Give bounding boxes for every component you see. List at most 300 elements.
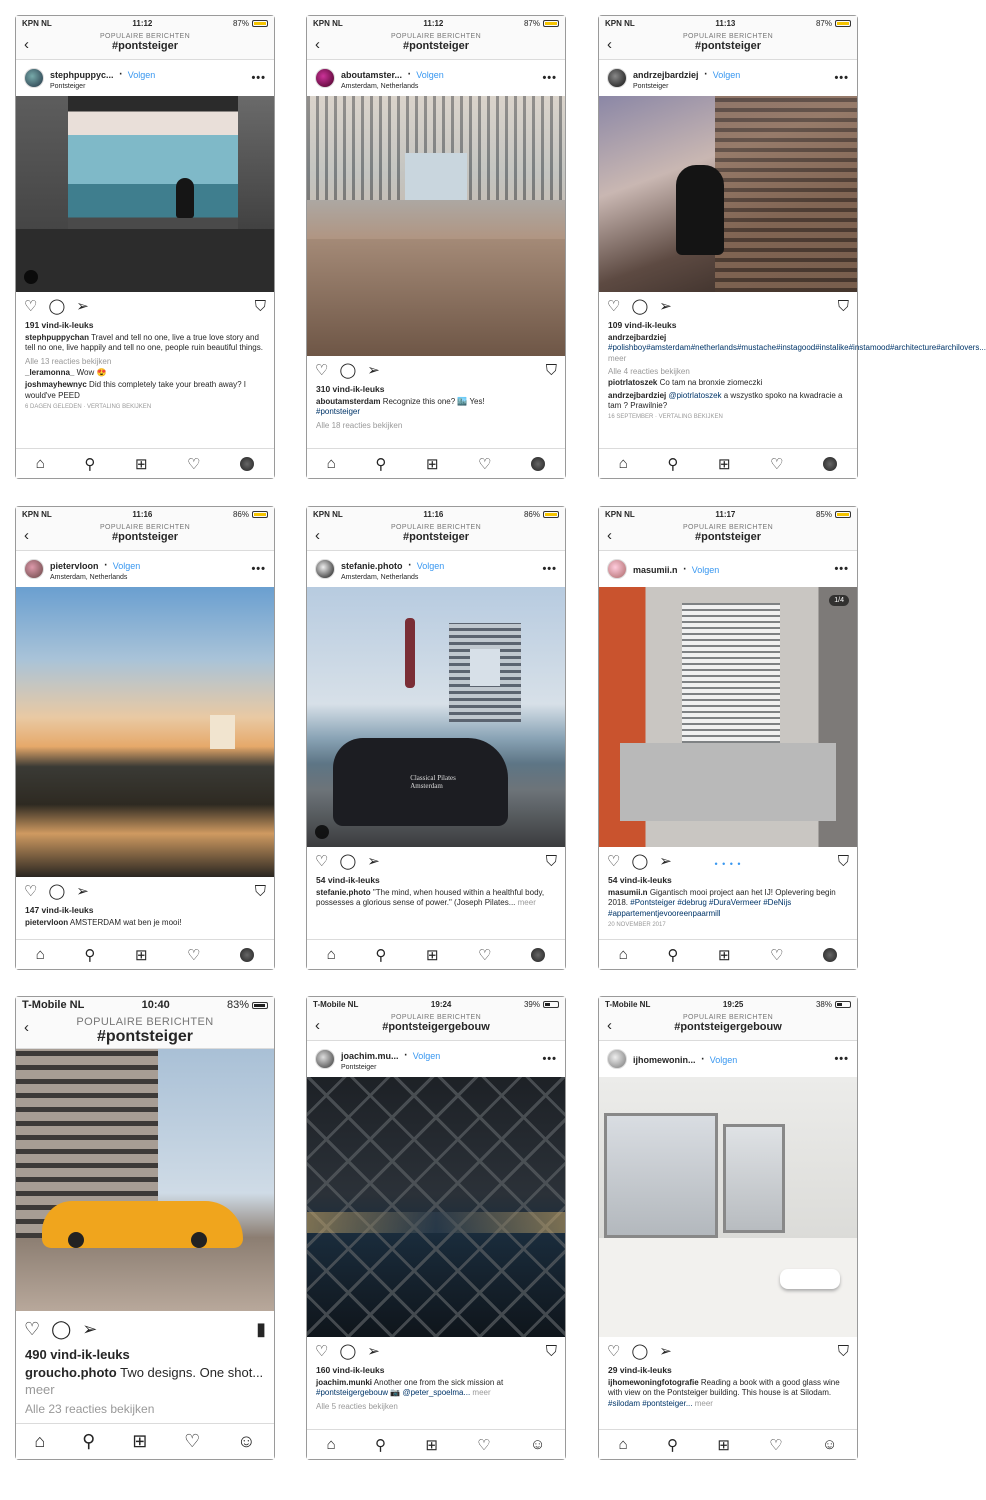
more-options-icon[interactable]: •••: [834, 1053, 849, 1065]
post-timestamp: 20 NOVEMBER 2017: [608, 922, 666, 929]
comment-icon[interactable]: ◯: [339, 362, 357, 379]
clock: 11:17: [715, 509, 736, 519]
status-bar: [307, 997, 565, 1011]
page-title: #pontsteiger: [111, 40, 178, 52]
battery-percent: 87%: [815, 18, 832, 28]
share-icon[interactable]: ➢: [659, 853, 672, 870]
caption-text: AMSTERDAM wat ben je mooi!: [69, 918, 182, 927]
more-options-icon[interactable]: •••: [542, 72, 557, 84]
page-header: [16, 30, 274, 60]
post-location[interactable]: Pontsteiger: [341, 1063, 377, 1071]
post-image[interactable]: [599, 587, 857, 847]
status-bar: [307, 507, 565, 521]
battery-icon: [835, 20, 851, 27]
caption-text: Reading a book with a good glass wine with view on the Pontsteiger building. This house is at Silodam.: [608, 1378, 840, 1398]
post-image[interactable]: [599, 1077, 857, 1337]
comment-text: Co tam na bronxie ziomeczki: [659, 378, 763, 388]
page-header: [307, 30, 565, 60]
profile-icon[interactable]: ☺: [530, 1436, 546, 1453]
comment-row: [599, 376, 857, 388]
like-heart-icon[interactable]: ♡: [315, 362, 329, 379]
clock: 11:12: [132, 18, 153, 28]
comment-icon[interactable]: ◯: [48, 298, 66, 315]
post-image[interactable]: [307, 96, 565, 356]
like-heart-icon[interactable]: ♡: [24, 298, 38, 315]
phone-screen-5: [306, 506, 566, 970]
post-header: andrzejbardziej · Volgen Pontsteiger •••: [599, 60, 857, 96]
add-post-icon[interactable]: ⊞: [425, 1436, 438, 1454]
status-bar: [16, 507, 274, 521]
post-caption: [16, 1362, 274, 1399]
like-count[interactable]: 54 vind-ik-leuks: [608, 875, 672, 885]
post-image[interactable]: [16, 587, 274, 877]
caption-username[interactable]: aboutamsterdam: [316, 397, 381, 406]
post-image[interactable]: [307, 587, 565, 847]
post-header: aboutamster... · Volgen Amsterdam, Netherlands •••: [307, 60, 565, 96]
avatar[interactable]: [607, 68, 627, 88]
carrier-label: T-Mobile NL: [22, 999, 85, 1011]
header-subtitle: POPULAIRE BERICHTEN: [682, 1014, 774, 1021]
caption-text: "The mind, when housed within a healthful body, possesses a glorious sense of power." (Joseph Pilates...: [316, 888, 545, 908]
caption-text: Gigantisch mooi project aan het IJ! Oplevering begin 2018.: [608, 888, 836, 908]
search-icon[interactable]: ⚲: [667, 1436, 679, 1454]
search-icon[interactable]: ⚲: [375, 1436, 387, 1454]
back-chevron-icon[interactable]: ‹: [607, 1017, 612, 1034]
tagged-user-icon[interactable]: [24, 270, 38, 284]
avatar[interactable]: [24, 68, 44, 88]
carrier-label: KPN NL: [313, 18, 343, 28]
caption-more-link[interactable]: meer: [608, 353, 627, 363]
post-username[interactable]: stephpuppyc...: [50, 70, 114, 81]
caption-text: Two designs. One shot...: [120, 1365, 264, 1380]
page-header: [599, 1011, 857, 1041]
share-icon[interactable]: ➢: [76, 298, 89, 315]
clock: 11:12: [423, 18, 444, 28]
like-count[interactable]: 29 vind-ik-leuks: [608, 1365, 672, 1375]
comment-row: [599, 389, 857, 412]
battery-icon: [543, 20, 559, 27]
home-icon[interactable]: ⌂: [34, 1431, 46, 1451]
caption-username[interactable]: ijhomewoningfotografie: [608, 1378, 699, 1387]
search-icon[interactable]: ⚲: [667, 946, 679, 964]
post-header: joachim.mu... · Volgen Pontsteiger •••: [307, 1041, 565, 1077]
post-header: pietervloon · Volgen Amsterdam, Netherlands •••: [16, 551, 274, 587]
follow-button[interactable]: Volgen: [712, 70, 741, 81]
post-actions: [599, 847, 857, 875]
caption-more-link[interactable]: meer: [472, 1388, 491, 1398]
search-icon[interactable]: ⚲: [375, 455, 387, 473]
follow-button[interactable]: Volgen: [691, 565, 720, 576]
caption-more-link[interactable]: meer: [694, 1398, 713, 1408]
add-post-icon[interactable]: ⊞: [718, 455, 731, 473]
carrier-label: KPN NL: [22, 509, 52, 519]
comment-icon[interactable]: ◯: [48, 883, 66, 900]
activity-heart-icon[interactable]: ♡: [187, 946, 201, 964]
activity-heart-icon[interactable]: ♡: [187, 455, 201, 473]
header-subtitle: POPULAIRE BERICHTEN: [390, 33, 482, 40]
header-subtitle: POPULAIRE BERICHTEN: [99, 524, 191, 531]
search-icon[interactable]: ⚲: [667, 455, 679, 473]
post-location[interactable]: Pontsteiger: [633, 82, 669, 90]
battery-percent: 39%: [523, 999, 540, 1009]
activity-heart-icon[interactable]: ♡: [478, 455, 492, 473]
comment-icon[interactable]: ◯: [631, 1343, 649, 1360]
view-comments-link[interactable]: Alle 18 reacties bekijken: [316, 420, 403, 430]
bottom-tab-bar: [599, 1429, 857, 1459]
caption-more-link[interactable]: meer: [25, 1381, 55, 1397]
battery-percent: 85%: [815, 509, 832, 519]
page-title: #pontsteiger: [111, 531, 178, 543]
phone-screen-8: [306, 996, 566, 1460]
follow-button[interactable]: Volgen: [112, 561, 141, 572]
post-timestamp: 16 SEPTEMBER · VERTALING BEKIJKEN: [608, 414, 723, 421]
post-actions: [307, 847, 565, 875]
like-heart-icon[interactable]: ♡: [315, 853, 329, 870]
caption-hashtags[interactable]: #pontsteigergebouw 📷 @peter_spoelma...: [316, 1388, 471, 1398]
like-count[interactable]: 490 vind-ik-leuks: [25, 1347, 130, 1362]
add-post-icon[interactable]: ⊞: [426, 455, 439, 473]
profile-avatar-icon[interactable]: [531, 457, 545, 471]
battery-icon: [543, 1001, 559, 1008]
activity-heart-icon[interactable]: ♡: [770, 455, 784, 473]
carrier-label: T-Mobile NL: [313, 999, 359, 1009]
page-title: #pontsteiger: [694, 40, 761, 52]
battery-percent: 38%: [815, 999, 832, 1009]
caption-text: Recognize this one? 🏙️ Yes!: [382, 397, 485, 406]
post-image[interactable]: [599, 96, 857, 292]
phone-screen-9: [598, 996, 858, 1460]
home-icon[interactable]: ⌂: [618, 455, 628, 472]
follow-button[interactable]: Volgen: [709, 1055, 738, 1066]
post-caption: [16, 330, 274, 354]
back-chevron-icon[interactable]: ‹: [24, 527, 29, 544]
like-count[interactable]: 54 vind-ik-leuks: [316, 875, 380, 885]
add-post-icon[interactable]: ⊞: [718, 946, 731, 964]
home-icon[interactable]: ⌂: [326, 455, 336, 472]
back-chevron-icon[interactable]: ‹: [315, 1017, 320, 1034]
more-options-icon[interactable]: •••: [834, 72, 849, 84]
post-image[interactable]: [307, 1077, 565, 1337]
status-bar: [16, 997, 274, 1013]
battery-percent: 87%: [523, 18, 540, 28]
bookmark-icon[interactable]: ⛉: [545, 361, 557, 379]
post-location[interactable]: Amsterdam, Netherlands: [341, 573, 419, 581]
bookmark-icon[interactable]: ⛉: [837, 852, 849, 870]
back-chevron-icon[interactable]: ‹: [315, 527, 320, 544]
post-header: stephpuppyc... · Volgen Pontsteiger •••: [16, 60, 274, 96]
post-caption: [307, 885, 565, 909]
battery-icon: [252, 20, 268, 27]
header-subtitle: POPULAIRE BERICHTEN: [76, 1016, 214, 1028]
profile-icon[interactable]: ☺: [237, 1431, 256, 1451]
page-title: #pontsteigergebouw: [382, 1021, 490, 1033]
bookmark-icon[interactable]: ⛉: [254, 297, 266, 315]
comment-username[interactable]: piotrlatoszek: [608, 378, 658, 388]
post-actions: [307, 356, 565, 384]
caption-username[interactable]: pietervloon: [25, 918, 69, 927]
clock: 19:25: [722, 999, 744, 1009]
page-header: [599, 521, 857, 551]
caption-hashtags[interactable]: #Pontsteiger #debrug #DuraVermeer #DeNijs #appartementjevooreenpaarmill: [608, 898, 792, 918]
bookmark-icon[interactable]: ⛉: [545, 1342, 557, 1360]
back-chevron-icon[interactable]: ‹: [24, 1019, 29, 1036]
more-options-icon[interactable]: •••: [834, 563, 849, 575]
profile-avatar-icon[interactable]: [240, 457, 254, 471]
activity-heart-icon[interactable]: ♡: [478, 946, 492, 964]
search-icon[interactable]: ⚲: [82, 1431, 96, 1451]
home-icon[interactable]: ⌂: [618, 946, 628, 963]
clock: 11:16: [132, 509, 153, 519]
carrier-label: KPN NL: [22, 18, 52, 28]
comment-username[interactable]: _leramonna_: [25, 367, 75, 377]
follow-button[interactable]: Volgen: [127, 70, 156, 81]
caption-username[interactable]: stefanie.photo: [316, 888, 371, 897]
phone-screen-1: [15, 15, 275, 479]
bottom-tab-bar: [599, 939, 857, 969]
post-username[interactable]: ijhomewonin...: [633, 1055, 696, 1066]
page-header: [307, 521, 565, 551]
carousel-pager-dots[interactable]: • • • •: [714, 859, 742, 869]
view-comments-link[interactable]: Alle 5 reacties bekijken: [316, 1401, 398, 1411]
activity-heart-icon[interactable]: ♡: [477, 1436, 491, 1454]
page-title: #pontsteiger: [694, 531, 761, 543]
bottom-tab-bar: [16, 939, 274, 969]
phone-screen-7: [15, 996, 275, 1460]
like-count[interactable]: 310 vind-ik-leuks: [316, 384, 385, 394]
bottom-tab-bar: [16, 448, 274, 478]
post-caption: [599, 885, 857, 919]
like-count[interactable]: 191 vind-ik-leuks: [25, 320, 94, 330]
comment-icon[interactable]: ◯: [631, 298, 649, 315]
share-icon[interactable]: ➢: [82, 1318, 98, 1339]
like-count[interactable]: 160 vind-ik-leuks: [316, 1365, 385, 1375]
battery-icon: [252, 511, 268, 518]
share-icon[interactable]: ➢: [367, 1343, 380, 1360]
back-chevron-icon[interactable]: ‹: [607, 527, 612, 544]
post-username[interactable]: andrzejbardziej: [633, 70, 699, 81]
avatar[interactable]: [315, 68, 335, 88]
share-icon[interactable]: ➢: [367, 853, 380, 870]
avatar[interactable]: [315, 1049, 335, 1069]
home-icon[interactable]: ⌂: [326, 1436, 336, 1453]
bottom-tab-bar: [307, 1429, 565, 1459]
profile-avatar-icon[interactable]: [531, 948, 545, 962]
follow-button[interactable]: Volgen: [412, 1051, 441, 1062]
header-subtitle: POPULAIRE BERICHTEN: [390, 524, 482, 531]
status-bar: [16, 16, 274, 30]
search-icon[interactable]: ⚲: [84, 946, 96, 964]
profile-avatar-icon[interactable]: [823, 948, 837, 962]
like-heart-icon[interactable]: ♡: [315, 1343, 329, 1360]
page-title: #pontsteiger: [402, 531, 469, 543]
clock: 19:24: [430, 999, 452, 1009]
post-actions: [16, 877, 274, 905]
more-options-icon[interactable]: •••: [542, 563, 557, 575]
follow-button[interactable]: Volgen: [416, 70, 444, 81]
phone-screen-6: [598, 506, 858, 970]
phone-screen-3: [598, 15, 986, 479]
more-options-icon[interactable]: •••: [251, 563, 266, 575]
caption-username[interactable]: masumii.n: [608, 888, 648, 897]
comment-text: Wow 😍: [76, 367, 107, 377]
comment-icon[interactable]: ◯: [339, 853, 357, 870]
phone-screen-4: [15, 506, 275, 970]
post-caption: [307, 394, 565, 418]
post-actions: [16, 1311, 274, 1347]
share-icon[interactable]: ➢: [659, 298, 672, 315]
back-chevron-icon[interactable]: ‹: [607, 36, 612, 53]
like-heart-icon[interactable]: ♡: [24, 883, 38, 900]
share-icon[interactable]: ➢: [659, 1343, 672, 1360]
post-username[interactable]: masumii.n: [633, 565, 678, 576]
header-subtitle: POPULAIRE BERICHTEN: [682, 524, 774, 531]
page-title: #pontsteiger: [96, 1028, 193, 1045]
comment-mention[interactable]: @piotrlatoszek: [668, 390, 722, 400]
battery-icon: [543, 511, 559, 518]
activity-heart-icon[interactable]: ♡: [770, 946, 784, 964]
status-bar: [599, 997, 857, 1011]
view-comments-link[interactable]: Alle 4 reacties bekijken: [608, 367, 690, 377]
activity-heart-icon[interactable]: ♡: [184, 1431, 201, 1451]
post-location[interactable]: Pontsteiger: [50, 82, 86, 90]
caption-username[interactable]: groucho.photo: [25, 1365, 117, 1380]
post-header: stefanie.photo · Volgen Amsterdam, Netherlands •••: [307, 551, 565, 587]
profile-avatar-icon[interactable]: [240, 948, 254, 962]
more-options-icon[interactable]: •••: [542, 1053, 557, 1065]
more-options-icon[interactable]: •••: [251, 72, 266, 84]
add-post-icon[interactable]: ⊞: [135, 946, 148, 964]
avatar[interactable]: [315, 559, 335, 579]
home-icon[interactable]: ⌂: [618, 1436, 628, 1453]
comment-text: a wszystko spoko na kwadracie a tam ? Prawilnie?: [608, 390, 843, 410]
share-icon[interactable]: ➢: [76, 883, 89, 900]
home-icon[interactable]: ⌂: [35, 455, 45, 472]
post-actions: [307, 1337, 565, 1365]
bottom-tab-bar: [307, 448, 565, 478]
share-icon[interactable]: ➢: [367, 362, 380, 379]
comment-icon[interactable]: ◯: [631, 853, 649, 870]
post-location[interactable]: Amsterdam, Netherlands: [50, 573, 128, 581]
header-subtitle: POPULAIRE BERICHTEN: [99, 33, 191, 40]
post-username[interactable]: joachim.mu...: [341, 1051, 399, 1062]
back-chevron-icon[interactable]: ‹: [315, 36, 320, 53]
caption-username[interactable]: stephpuppychan: [25, 333, 90, 342]
carrier-label: KPN NL: [605, 509, 635, 519]
comment-text: Did this completely take your breath away? I would've PEED: [25, 380, 247, 400]
caption-hashtags[interactable]: #pontsteiger: [316, 407, 361, 417]
post-image[interactable]: [16, 96, 274, 292]
activity-heart-icon[interactable]: ♡: [769, 1436, 783, 1454]
carrier-label: KPN NL: [605, 18, 635, 28]
bottom-tab-bar: [599, 448, 857, 478]
post-username[interactable]: stefanie.photo: [341, 561, 403, 572]
post-actions: [16, 292, 274, 320]
caption-username[interactable]: andrzejbardziej: [608, 333, 667, 342]
page-header: [307, 1011, 565, 1041]
search-icon[interactable]: ⚲: [84, 455, 96, 473]
post-caption: [16, 915, 274, 928]
carousel-counter: 1/4: [829, 595, 849, 606]
battery-icon: [252, 1002, 268, 1009]
post-caption: [599, 330, 986, 364]
post-timestamp: 6 DAGEN GELEDEN · VERTALING BEKIJKEN: [25, 403, 152, 410]
caption-hashtags[interactable]: #polishboy#amsterdam#netherlands#mustache#instagood#instalike#instamood#architecture#archilovers...: [608, 343, 986, 353]
post-username[interactable]: pietervloon: [50, 561, 99, 572]
bookmark-icon[interactable]: ⛉: [545, 852, 557, 870]
battery-percent: 86%: [232, 509, 249, 519]
post-location[interactable]: Amsterdam, Netherlands: [341, 82, 419, 90]
search-icon[interactable]: ⚲: [375, 946, 387, 964]
caption-more-link[interactable]: meer: [517, 898, 536, 908]
comment-username[interactable]: andrzejbardziej: [608, 390, 667, 400]
post-username[interactable]: aboutamster...: [341, 70, 403, 81]
comment-row: [16, 378, 274, 401]
comment-username[interactable]: joshmayhewnyc: [25, 380, 87, 390]
add-post-icon[interactable]: ⊞: [132, 1431, 148, 1451]
battery-percent: 87%: [232, 18, 249, 28]
add-post-icon[interactable]: ⊞: [426, 946, 439, 964]
page-header: [16, 521, 274, 551]
like-heart-icon[interactable]: ♡: [607, 298, 621, 315]
back-chevron-icon[interactable]: ‹: [24, 36, 29, 53]
like-heart-icon[interactable]: ♡: [607, 853, 621, 870]
battery-icon: [835, 511, 851, 518]
caption-hashtags[interactable]: #silodam #pontsteiger...: [608, 1398, 693, 1408]
add-post-icon[interactable]: ⊞: [135, 455, 148, 473]
caption-text: Travel and tell no one, live a true love story and tell no one, live happily and tell no one, people ruin beautiful things.: [25, 333, 263, 353]
bookmark-icon[interactable]: ⛉: [837, 1342, 849, 1360]
clock: 10:40: [141, 999, 170, 1011]
comment-row: [16, 366, 274, 378]
post-caption: [307, 1375, 565, 1399]
post-header: masumii.n · Volgen •••: [599, 551, 857, 587]
header-subtitle: POPULAIRE BERICHTEN: [390, 1014, 482, 1021]
battery-percent: 83%: [226, 999, 249, 1011]
like-heart-icon[interactable]: ♡: [24, 1318, 41, 1339]
avatar[interactable]: [607, 1049, 627, 1069]
bookmark-icon[interactable]: ⛉: [837, 297, 849, 315]
home-icon[interactable]: ⌂: [35, 946, 45, 963]
avatar[interactable]: [607, 559, 627, 579]
clock: 11:16: [423, 509, 444, 519]
post-header: ijhomewonin... · Volgen •••: [599, 1041, 857, 1077]
bookmark-icon[interactable]: ⛉: [254, 882, 266, 900]
home-icon[interactable]: ⌂: [326, 946, 336, 963]
comment-icon[interactable]: ◯: [51, 1318, 72, 1339]
page-title: #pontsteigergebouw: [674, 1021, 782, 1033]
like-count[interactable]: 109 vind-ik-leuks: [608, 320, 677, 330]
page-header: [16, 1013, 274, 1049]
like-count[interactable]: 147 vind-ik-leuks: [25, 905, 94, 915]
tagged-user-icon[interactable]: [315, 825, 329, 839]
post-image[interactable]: [16, 1049, 274, 1311]
comment-icon[interactable]: ◯: [339, 1343, 357, 1360]
avatar[interactable]: [24, 559, 44, 579]
caption-username[interactable]: joachim.munki: [316, 1378, 373, 1387]
header-subtitle: POPULAIRE BERICHTEN: [682, 33, 774, 40]
page-title: #pontsteiger: [402, 40, 469, 52]
phone-screen-2: [306, 15, 566, 479]
status-bar: [599, 507, 857, 521]
view-comments-link[interactable]: Alle 13 reacties bekijken: [25, 356, 112, 366]
profile-icon[interactable]: ☺: [822, 1436, 838, 1453]
add-post-icon[interactable]: ⊞: [717, 1436, 730, 1454]
bookmark-filled-icon[interactable]: ▮: [256, 1318, 266, 1339]
follow-button[interactable]: Volgen: [416, 561, 445, 572]
view-comments-link[interactable]: Alle 23 reacties bekijken: [25, 1401, 155, 1416]
profile-avatar-icon[interactable]: [823, 457, 837, 471]
like-heart-icon[interactable]: ♡: [607, 1343, 621, 1360]
